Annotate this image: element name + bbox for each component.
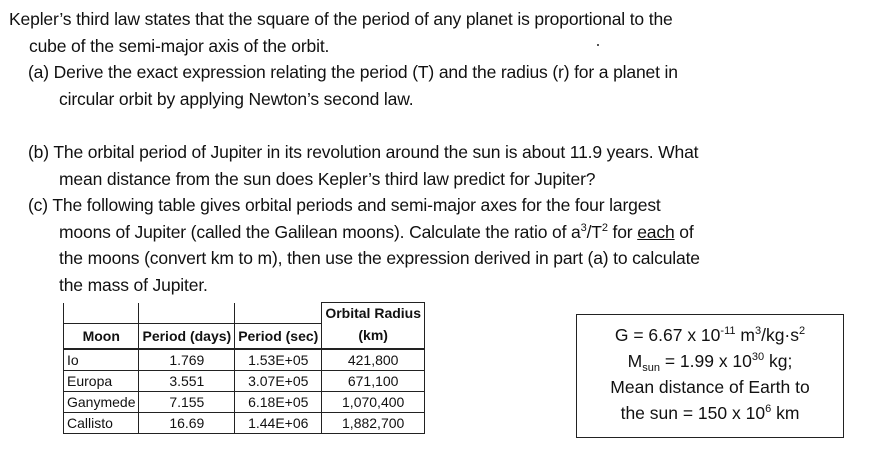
cell-radius: 1,070,400	[322, 391, 425, 412]
superscript-3: 3	[580, 221, 587, 234]
header-period-days: Period (days)	[139, 323, 235, 349]
header-period-sec: Period (sec)	[235, 323, 322, 349]
part-b-line-2: mean distance from the sun does Kepler’s third law predict for Jupiter?	[59, 168, 596, 189]
cell-sec: 6.18E+05	[235, 391, 322, 412]
g-unit-exp: 3	[754, 325, 762, 337]
table-header-row-top	[64, 303, 425, 324]
earth-distance-unit: km	[771, 403, 800, 423]
cell-radius: 421,800	[322, 349, 425, 371]
table-row	[64, 370, 425, 391]
cell-sec: 3.07E+05	[235, 370, 322, 391]
underlined-each: each	[637, 221, 675, 242]
msun-exponent: 30	[751, 351, 765, 363]
table-row	[64, 349, 425, 371]
intro-line-1: Kepler’s third law states that the square of the period of any planet is proportional to the	[9, 9, 673, 29]
earth-distance-exponent: 6	[765, 403, 772, 415]
part-c-of-text: of	[674, 221, 694, 242]
part-c-line-2	[28, 219, 700, 246]
part-a-line-1: (a) Derive the exact expression relating the period (T) and the radius (r) for a planet in	[28, 62, 678, 82]
constants-box	[576, 314, 844, 438]
cell-moon: Europa	[64, 370, 139, 391]
g-exponent: -11	[720, 325, 736, 337]
earth-distance-line-1: Mean distance of Earth to	[610, 377, 810, 397]
part-a-line-2: circular orbit by applying Newton’s second law.	[59, 88, 414, 109]
cell-sec: 1.44E+06	[235, 412, 322, 433]
table-row	[64, 391, 425, 412]
g-unit-rest: /kg·s	[761, 325, 800, 345]
cell-days: 1.769	[139, 349, 235, 371]
cell-moon: Io	[64, 349, 139, 371]
header-radius-line-1: Orbital Radius	[322, 303, 425, 324]
cell-radius: 671,100	[322, 370, 425, 391]
earth-distance-value: the sun = 150 x 10	[620, 403, 766, 423]
part-b-line-1: (b) The orbital period of Jupiter in its revolution around the sun is about 11.9 years. What	[28, 142, 699, 162]
part-c	[28, 192, 700, 298]
msun-unit: kg;	[764, 351, 793, 371]
table-row	[64, 412, 425, 433]
intro-paragraph	[9, 6, 673, 59]
part-c-line-2-text: moons of Jupiter (called the Galilean moons). Calculate the ratio of a	[59, 221, 581, 242]
intro-line-2: cube of the semi-major axis of the orbit.	[29, 35, 330, 56]
part-b	[28, 139, 698, 192]
sun-mass	[577, 348, 843, 374]
table-header-row	[64, 323, 425, 349]
cell-moon: Ganymede	[64, 391, 139, 412]
g-unit-m: m	[735, 325, 755, 345]
header-moon: Moon	[64, 323, 139, 349]
cell-radius: 1,882,700	[322, 412, 425, 433]
header-radius-line-2: (km)	[322, 323, 425, 349]
g-text: G = 6.67 x 10	[614, 325, 721, 345]
g-unit-exp-2: 2	[799, 325, 806, 337]
cell-days: 16.69	[139, 412, 235, 433]
part-c-ratio-text: /T	[586, 221, 602, 242]
msun-subscript: sun	[642, 362, 660, 374]
earth-distance-line-2	[577, 400, 843, 426]
cell-days: 3.551	[139, 370, 235, 391]
cell-days: 7.155	[139, 391, 235, 412]
msun-value: = 1.99 x 10	[659, 351, 752, 371]
cell-moon: Callisto	[64, 412, 139, 433]
msun-symbol: M	[627, 351, 643, 371]
part-c-line-3: the moons (convert km to m), then use the expression derived in part (a) to calculate	[59, 248, 700, 268]
part-c-line-1: (c) The following table gives orbital periods and semi-major axes for the four largest	[28, 195, 661, 215]
superscript-2: 2	[601, 221, 608, 234]
gravitational-constant	[577, 322, 843, 348]
part-c-line-4: the mass of Jupiter.	[59, 274, 208, 295]
part-c-for-text: for	[607, 221, 638, 242]
moons-table	[63, 302, 425, 434]
dot-mark	[597, 44, 599, 46]
cell-sec: 1.53E+05	[235, 349, 322, 371]
part-a	[28, 59, 678, 112]
